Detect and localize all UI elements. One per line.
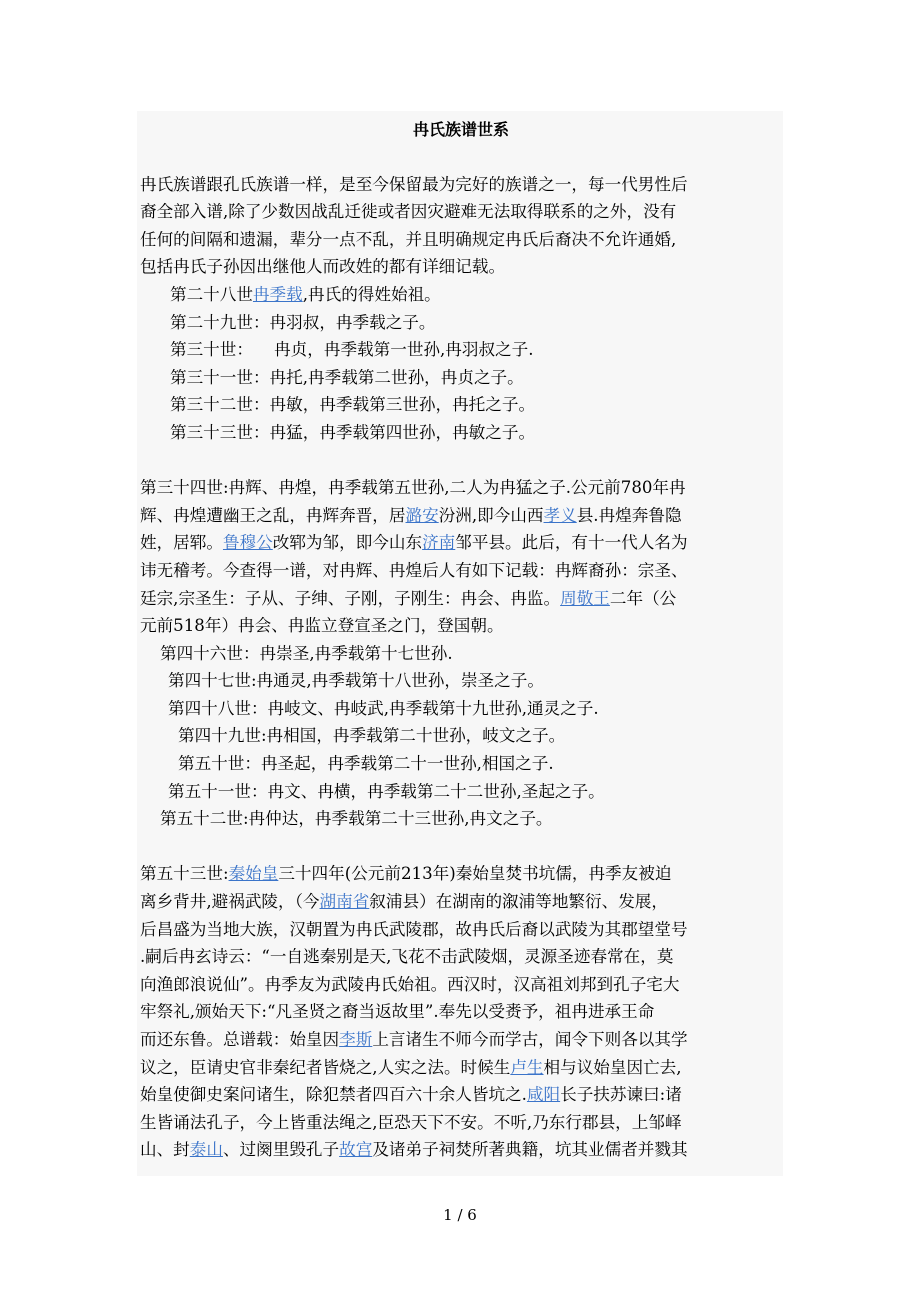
gen-text: ,冉氏的得姓始祖。 xyxy=(302,284,441,304)
spacer xyxy=(140,833,782,861)
text-run: 邹平县。此后，有十一代人名为 xyxy=(455,533,688,553)
text-run: 第五十三世: xyxy=(140,864,229,884)
text-run: 相与议始皇因亡去, xyxy=(543,1057,682,1077)
text-run: 改郓为邹，即今山东 xyxy=(272,533,423,553)
generation-51: 第五十一世：冉文、冉横，冉季载第二十二世孙,圣起之子。 xyxy=(168,781,605,801)
text-run: 、过阕里毁孔子 xyxy=(222,1140,340,1160)
link-xianyang[interactable]: 咸阳 xyxy=(526,1085,561,1105)
text-run: 三十四年(公元前213年)秦始皇焚书坑儒，冉季友被迫 xyxy=(278,864,672,884)
text-run: 议之，臣请史官非秦纪者皆烧之,人实之法。时候生 xyxy=(140,1057,511,1077)
link-hunan[interactable]: 湖南省 xyxy=(319,892,370,912)
text-run: 县.冉煌奔鲁隐 xyxy=(576,505,682,525)
text-run: 及诸弟子祠焚所著典籍，坑其业儒者并戮其 xyxy=(372,1140,688,1160)
spacer xyxy=(140,447,782,475)
link-luan[interactable]: 潞安 xyxy=(405,505,439,525)
para-line: .嗣后冉玄诗云：“一自逃秦别是天,飞花不击武陵烟，灵源圣迹春常在，莫 xyxy=(140,947,674,967)
text-run: 汾洲,即今山西 xyxy=(438,505,544,525)
generation-52: 第五十二世:冉仲达，冉季载第二十三世孙,冉文之子。 xyxy=(160,809,553,829)
para-line: 生皆诵法孔子，今上皆重法绳之,臣恐天下不安。不听,乃东行郡县，上邹峄 xyxy=(140,1112,682,1132)
para-line: 牢祭礼,颁始天下:“凡圣贤之裔当返故里”.奉先以受赉予，祖冉进承王命 xyxy=(140,1002,655,1022)
generation-32: 第三十二世：冉敏，冉季载第三世孙，冉托之子。 xyxy=(170,395,536,415)
text-run: 而还东鲁。总谱载：始皇因 xyxy=(140,1030,340,1049)
para-line: 元前518年）冉会、冉监立登宣圣之门，登国朝。 xyxy=(140,616,504,636)
para-line: 向渔郎浪说仙”。冉季友为武陵冉氏始祖。西汉时，汉高祖刘邦到孔子宅大 xyxy=(140,974,680,994)
link-lu-sheng[interactable]: 卢生 xyxy=(510,1057,544,1077)
page-number: 1 / 6 xyxy=(443,1206,477,1224)
generation-50: 第五十世：冉圣起，冉季载第二十一世孙,相国之子. xyxy=(178,754,554,774)
link-xiaoyi[interactable]: 孝义 xyxy=(543,505,577,525)
generation-46: 第四十六世：冉崇圣,冉季载第十七世孙. xyxy=(160,643,453,663)
generation-34-paragraph xyxy=(140,474,782,640)
link-jinan[interactable]: 济南 xyxy=(422,533,456,553)
para-line xyxy=(140,888,782,916)
intro-line: 任何的间隔和遗漏，辈分一点不乱，并且明确规定冉氏后裔决不允许通婚, xyxy=(140,229,677,249)
para-line xyxy=(140,1136,782,1164)
text-run: 辉、冉煌遭幽王之乱，冉辉奔晋，居 xyxy=(140,505,406,525)
para-line xyxy=(140,502,782,530)
text-run: 姓，居郓。 xyxy=(140,533,223,553)
link-zhou-jingwang[interactable]: 周敬王 xyxy=(560,588,610,608)
generation-30: 第三十世： 冉贞，冉季载第一世孙,冉羽叔之子. xyxy=(170,340,534,360)
para-line: 讳无稽考。今查得一谱，对冉辉、冉煌后人有如下记载：冉辉裔孙：宗圣、 xyxy=(140,560,688,580)
para-line xyxy=(140,860,782,888)
para-line xyxy=(140,585,782,613)
para-line xyxy=(140,1026,782,1054)
gen-text: 第二十八世 xyxy=(170,284,253,304)
para-line xyxy=(140,529,782,557)
intro-paragraph xyxy=(140,171,782,281)
link-ran-jizai[interactable]: 冉季载 xyxy=(252,284,303,304)
intro-line: 冉氏族谱跟孔氏族谱一样，是至今保留最为完好的族谱之一，每一代男性后 xyxy=(140,174,688,194)
generation-53-paragraph xyxy=(140,860,782,1164)
para-line: 第三十四世:冉辉、冉煌，冉季载第五世孙,二人为冉猛之子.公元前780年冉 xyxy=(140,478,686,498)
generation-47: 第四十七世:冉通灵,冉季载第十八世孙，崇圣之子。 xyxy=(168,671,544,691)
link-gugong[interactable]: 故宫 xyxy=(339,1140,373,1160)
text-run: 山、封 xyxy=(140,1140,190,1160)
para-line: 后昌盛为当地大族，汉朝置为冉氏武陵郡，故冉氏后裔以武陵为其郡望堂号 xyxy=(140,919,688,939)
generation-49: 第四十九世:冉相国，冉季载第二十世孙，岐文之子。 xyxy=(178,726,566,746)
text-run: 始皇使御史案问诸生，除犯禁者四百六十余人皆坑之. xyxy=(140,1085,527,1105)
link-taishan[interactable]: 泰山 xyxy=(189,1140,223,1160)
generation-31: 第三十一世：冉托,冉季载第二世孙，冉贞之子。 xyxy=(170,367,524,387)
para-line xyxy=(140,1081,782,1109)
spacer xyxy=(140,143,782,171)
text-run: 廷宗,宗圣生：子从、子绅、子刚，子刚生：冉会、冉监。 xyxy=(140,588,561,608)
para-line xyxy=(140,1054,782,1082)
link-li-si[interactable]: 李斯 xyxy=(339,1030,373,1049)
text-run: 长子扶苏谏曰:诸 xyxy=(560,1085,682,1105)
generation-28 xyxy=(140,281,782,309)
document-body xyxy=(140,116,782,1164)
text-run: 二年（公 xyxy=(609,588,677,608)
text-run: 上言诸生不师今而学古，闻令下则各以其学 xyxy=(372,1030,688,1049)
text-run: 叙浦县）在湖南的溆浦等地繁衍、发展， xyxy=(369,892,668,912)
generation-29: 第二十九世：冉羽叔，冉季载之子。 xyxy=(170,312,436,332)
generation-48: 第四十八世：冉岐文、冉岐武,冉季载第十九世孙,通灵之子. xyxy=(168,698,599,718)
intro-line: 裔全部入谱,除了少数因战乱迁徙或者因灾避难无法取得联系的之外，没有 xyxy=(140,202,677,222)
intro-line: 包括冉氏子孙因出继他人而改姓的都有详细记载。 xyxy=(140,257,506,277)
text-run: 离乡背井,避祸武陵，（今 xyxy=(140,892,320,912)
link-qin-shihuang[interactable]: 秦始皇 xyxy=(228,864,279,884)
page-title: 冉氏族谱世系 xyxy=(412,120,509,139)
link-lu-mugong[interactable]: 鲁穆公 xyxy=(222,533,273,553)
generation-33: 第三十三世：冉猛，冉季载第四世孙，冉敏之子。 xyxy=(170,422,536,442)
